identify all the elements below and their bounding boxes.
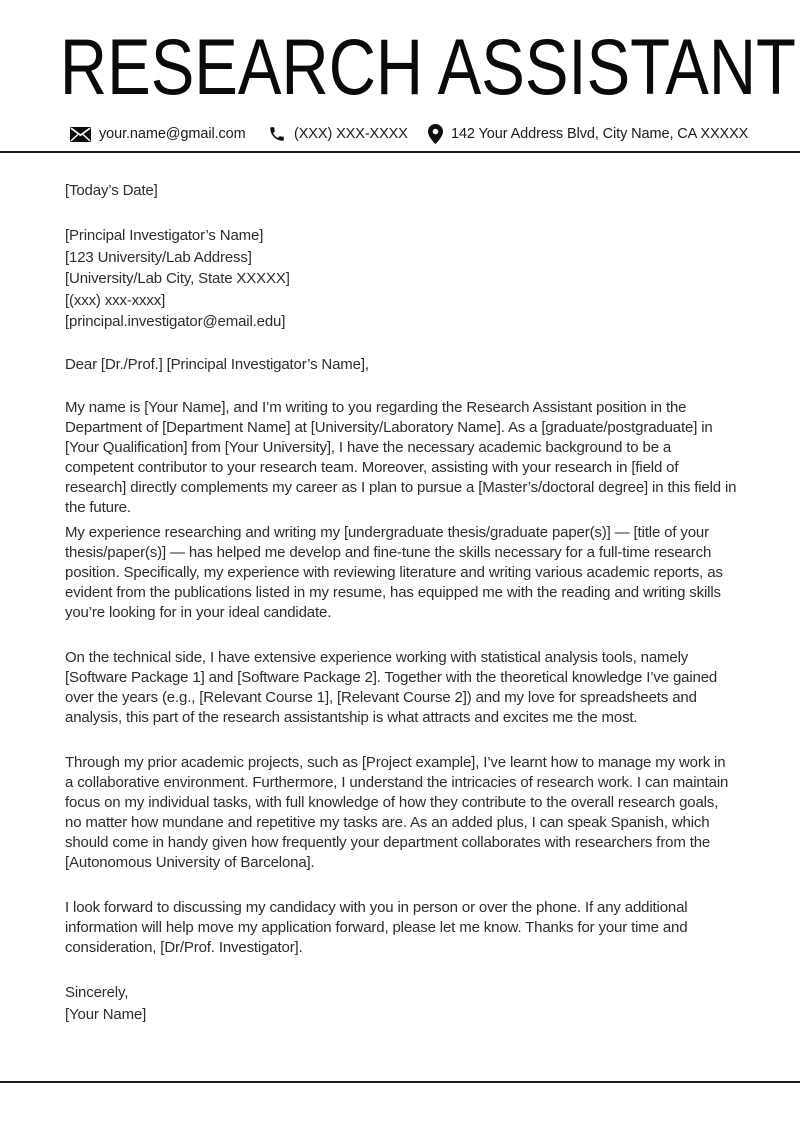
recipient-line: [(xxx) xxx-xxxx] — [65, 291, 166, 309]
contact-row — [0, 122, 800, 146]
letter-date: [Today’s Date] — [65, 182, 158, 199]
contact-phone-text: (XXX) XXX-XXXX — [294, 126, 408, 142]
recipient-line: [Principal Investigator’s Name] — [65, 227, 264, 244]
body-paragraph-4: Through my prior academic projects, such as [Project example], I’ve learnt how to manage my work in a collaborative environment. Furthermore, I understand the intricacies of research work. I can maintain focus on my individual tasks, with full knowledge of how they contribute to the overall research goals, no matter how mundane and repetitive my tasks are. As an added plus, I can speak Spanish, which should come in handy given how frequently your department collaborates with researchers from the [Autonomous University of Barcelona]. — [65, 754, 729, 871]
contact-address — [428, 122, 748, 146]
recipient-line: [University/Lab City, State XXXXX] — [65, 270, 290, 288]
page-title: RESEARCH ASSISTANT — [59, 23, 796, 112]
contact-email — [70, 122, 246, 146]
contact-address-text: 142 Your Address Blvd, City Name, CA XXXXX — [451, 126, 749, 142]
footer-divider — [0, 1081, 800, 1083]
recipient-line: [123 University/Lab Address] — [65, 248, 252, 266]
envelope-icon — [70, 127, 91, 142]
body-paragraph-2: My experience researching and writing my [undergraduate thesis/graduate paper(s)] — [title of your thesis/paper(s)] — has helped me develop and fine-tune the skills necessary for a full-time research position. Specifically, my experience with reviewing literature and writing various academic reports, as evident from the publications listed in my resume, has equipped me with the reading and writing skills you’re looking for in your ideal candidate. — [65, 524, 723, 621]
signature-name: [Your Name] — [65, 1006, 147, 1023]
recipient-line: [principal.investigator@email.edu] — [65, 313, 286, 331]
phone-icon — [268, 125, 286, 143]
recipient-address-block — [65, 225, 737, 333]
header — [0, 23, 800, 112]
body-paragraph-5: I look forward to discussing my candidacy with you in person or over the phone. If any additional information will help move my application forward, please let me know. Thanks for your time and consideration, [Dr/Prof. Investigator]. — [65, 899, 688, 956]
contact-phone — [268, 122, 408, 146]
location-pin-icon — [428, 124, 443, 144]
closing: Sincerely, — [65, 984, 129, 1001]
salutation: Dear [Dr./Prof.] [Principal Investigator’s Name], — [65, 356, 369, 373]
body-paragraph-1: My name is [Your Name], and I’m writing to you regarding the Research Assistant position in the Department of [Department Name] at [University/Laboratory Name]. As a [graduate/postgraduate] in [Your Qualification] from [Your University], I have the necessary academic background to be a competent contributor to your research team. Moreover, assisting with your research in [field of research] directly complements my career as I plan to pursue a [Master’s/doctoral degree] in this field in the future. — [65, 399, 737, 516]
contact-email-text: your.name@gmail.com — [99, 126, 246, 142]
header-divider — [0, 151, 800, 153]
body-paragraph-3: On the technical side, I have extensive experience working with statistical analysis tools, namely [Software Package 1] and [Software Package 2]. Together with the theoretical knowledge I’ve gained over the years (e.g., [Relevant Course 1], [Relevant Course 2]) and my love for spreadsheets and analysis, this part of the research assistantship is what attracts and excites me the most. — [65, 649, 718, 726]
